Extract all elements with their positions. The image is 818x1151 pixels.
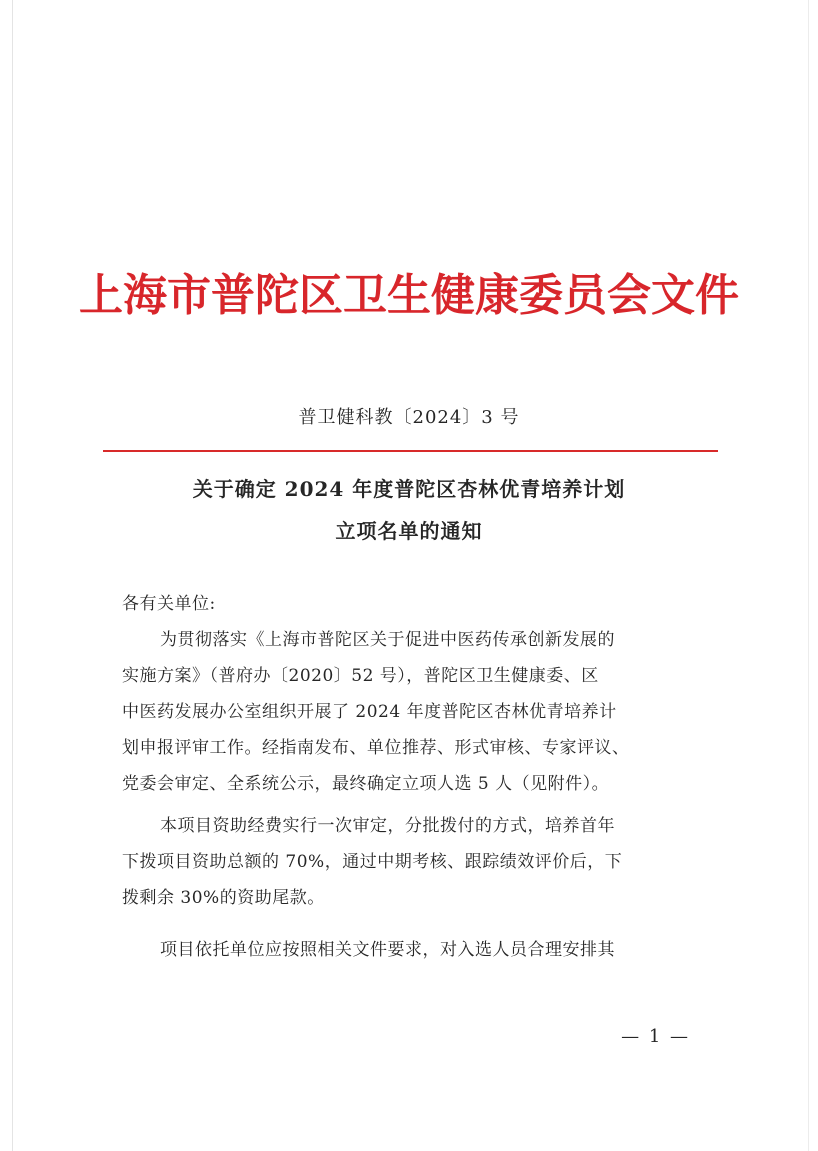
paragraph-2 [122,808,702,916]
paragraph-1-line: 党委会审定、全系统公示，最终确定立项人选 5 人（见附件）。 [122,774,610,794]
notice-title-line-1: 关于确定 2024 年度普陀区杏林优青培养计划 [192,477,626,501]
page-number: — 1 — [621,1026,690,1047]
paragraph-3 [122,932,702,968]
notice-title-line-2: 立项名单的通知 [335,519,483,543]
paragraph-1-line: 为贯彻落实《上海市普陀区关于促进中医药传承创新发展的 [160,630,615,650]
paragraph-1 [122,622,702,802]
salutation: 各有关单位: [122,594,216,614]
document-number: 普卫健科教〔2024〕3 号 [298,407,520,428]
paragraph-3-line: 项目依托单位应按照相关文件要求，对入选人员合理安排其 [160,940,615,960]
document-header-title: 上海市普陀区卫生健康委员会文件 [79,270,739,321]
paragraph-1-line: 划申报评审工作。经指南发布、单位推荐、形式审核、专家评议、 [122,738,630,758]
header-divider [103,450,718,452]
page-edge-right [808,0,809,1151]
paragraph-1-line: 中医药发展办公室组织开展了 2024 年度普陀区杏林优青培养计 [122,702,617,722]
paragraph-2-line: 本项目资助经费实行一次审定，分批拨付的方式，培养首年 [160,816,615,836]
paragraph-2-line: 拨剩余 30%的资助尾款。 [122,888,325,908]
paragraph-2-line: 下拨项目资助总额的 70%，通过中期考核、跟踪绩效评价后，下 [122,852,623,872]
page-edge-left [12,0,13,1151]
paragraph-1-line: 实施方案》（普府办〔2020〕52 号），普陀区卫生健康委、区 [122,666,599,686]
